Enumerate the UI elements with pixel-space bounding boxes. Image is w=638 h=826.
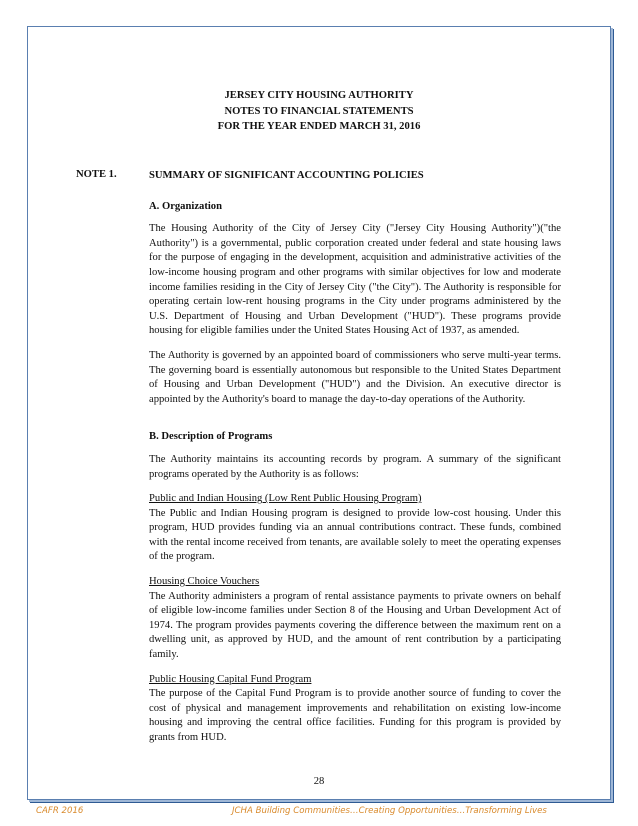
note-title: SUMMARY OF SIGNIFICANT ACCOUNTING POLICIES	[149, 170, 424, 181]
footer-report-label: CAFR 2016	[36, 806, 84, 816]
note-content	[149, 169, 561, 756]
program-block	[149, 575, 561, 663]
program-title: Public and Indian Housing (Low Rent Public Housing Program)	[149, 493, 422, 505]
section-b-heading: B. Description of Programs	[149, 431, 273, 443]
program-description: The Authority administers a program of rental assistance payments to private owners on behalf of eligible low-income families under Section 8 of the Housing and Urban Development Act of 1974. The program provides payments covering the difference between the maximum rent on a dwelling unit, as approved by HUD, and the amount of rent contribution by a participating family.	[149, 590, 561, 661]
program-description: The Public and Indian Housing program is designed to provide low-cost housing. Under this program, HUD provides funding via an annual contributions contract. These funds, combined with the rental income received from tenants, are available solely to meet the operating expenses of the program.	[149, 507, 561, 563]
document-header	[0, 88, 638, 135]
page-footer	[0, 806, 638, 820]
program-description: The purpose of the Capital Fund Program is to provide another source of funding to cover the cost of physical and management improvements and rehabilitation on existing low-income housing and improving the central office facilities. Funding for this program is provided by grants from HUD.	[149, 688, 561, 743]
footer-tagline: JCHA Building Communities…Creating Opportunities…Transforming Lives	[232, 806, 547, 816]
program-title: Public Housing Capital Fund Program	[149, 673, 312, 685]
header-organization: JERSEY CITY HOUSING AUTHORITY	[224, 90, 414, 101]
program-block	[149, 492, 561, 565]
section-b-intro: The Authority maintains its accounting records by program. A summary of the significant programs operated by the Authority is as follows:	[149, 453, 561, 480]
section-a-paragraph-2: The Authority is governed by an appointed board of commissioners who serve multi-year terms. The governing board is essentially autonomous but responsible to the United States Department of Housing and Urban Development ("HUD") and the Division. An executive director is appointed by the Authority's board to manage the day-to-day operations of the Authority.	[149, 349, 561, 405]
section-a-paragraph-1: The Housing Authority of the City of Jersey City ("Jersey City Housing Authority")("the Authority") is a governmental, public corporation created under federal and state housing laws for the purpose of engaging in the development, acquisition and administrative activities of the low-income housing program and other programs with similar objectives for low and moderate income families residing in the City of Jersey City ("the City"). The Authority is responsible for operating certain low-rent housing programs in the City under programs administered by the U.S. Department of Housing and Urban Development ("HUD"). These programs provide housing for eligible families under the United States Housing Act of 1937, as amended.	[149, 223, 561, 337]
section-a-heading: A. Organization	[149, 200, 222, 212]
program-block	[149, 673, 561, 746]
header-document-title: NOTES TO FINANCIAL STATEMENTS	[224, 105, 414, 117]
program-title: Housing Choice Vouchers	[149, 576, 260, 588]
note-number: NOTE 1.	[76, 169, 117, 180]
header-period: FOR THE YEAR ENDED MARCH 31, 2016	[217, 121, 421, 132]
page-number: 28	[313, 776, 325, 787]
